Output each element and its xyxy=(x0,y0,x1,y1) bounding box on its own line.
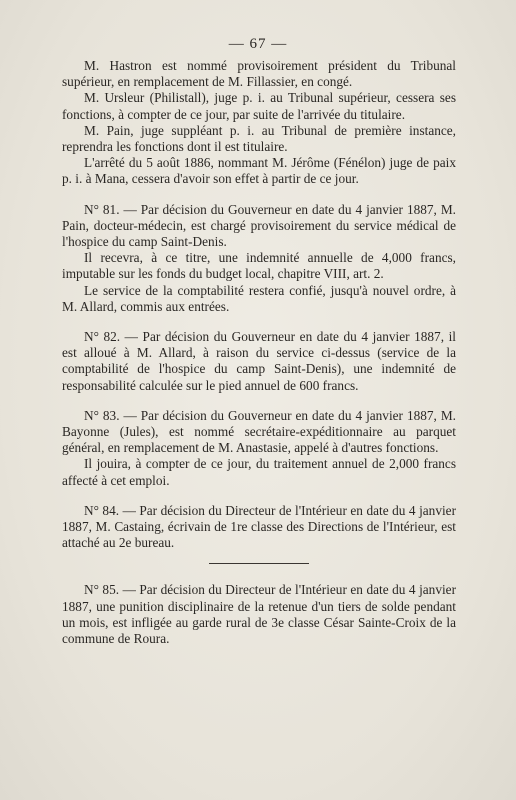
paragraph-pain-juge: M. Pain, juge suppléant p. i. au Tribunal de première instance, reprendra les fonctions dont il est titulaire. xyxy=(62,122,456,155)
paragraph-decision-85: N° 85. — Par décision du Directeur de l'Intérieur en date du 4 janvier 1887, une punition disciplinaire de la retenue d'un tiers de solde pendant un mois, est infligée au garde rural de 3e classe César Sainte-Croix de la commune de Roura. xyxy=(62,582,456,647)
paragraph-decision-82: N° 82. — Par décision du Gouverneur en date du 4 janvier 1887, il est alloué à M. Allard, à raison du service ci-dessus (service de la comptabilité de l'hospice du camp Saint-Denis), une indemnité de responsabilité calculée sur le pied annuel de 600 francs. xyxy=(62,329,456,393)
page-content xyxy=(62,58,456,647)
paragraph-decision-84: N° 84. — Par décision du Directeur de l'Intérieur en date du 4 janvier 1887, M. Castaing, écrivain de 1re classe des Directions de l'Intérieur, est attaché au 2e bureau. xyxy=(62,502,456,551)
spacer xyxy=(62,489,456,503)
paragraph-decision-83: N° 83. — Par décision du Gouverneur en date du 4 janvier 1887, M. Bayonne (Jules), est nommé secrétaire-expéditionnaire au parquet général, en remplacement de M. Anastasie, appelé à d'autres fonctions. xyxy=(62,407,456,456)
paragraph-decision-81: N° 81. — Par décision du Gouverneur en date du 4 janvier 1887, M. Pain, docteur-médecin, est chargé provisoirement du service médical de l'hospice du camp Saint-Denis. xyxy=(62,201,456,250)
spacer xyxy=(62,188,456,202)
paragraph-traitement-83: Il jouira, à compter de ce jour, du traitement annuel de 2,000 francs affecté à cet emploi. xyxy=(62,456,456,488)
paragraph-arrete-jerome: L'arrêté du 5 août 1886, nommant M. Jérôme (Fénélon) juge de paix p. i. à Mana, cessera d'avoir son effet à partir de ce jour. xyxy=(62,155,456,187)
spacer xyxy=(62,315,456,329)
paragraph-ursleur: M. Ursleur (Philistall), juge p. i. au Tribunal supérieur, cessera ses fonctions, à compter de ce jour, par suite de l'arrivée du titulaire. xyxy=(62,90,456,122)
paragraph-comptabilite-81: Le service de la comptabilité restera confié, jusqu'à nouvel ordre, à M. Allard, commis aux entrées. xyxy=(62,282,456,314)
paragraph-indemnite-81: Il recevra, à ce titre, une indemnité annuelle de 4,000 francs, imputable sur les fonds du budget local, chapitre VIII, art. 2. xyxy=(62,250,456,282)
horizontal-divider xyxy=(209,563,309,564)
page-number: — 67 — xyxy=(228,36,288,52)
spacer xyxy=(62,394,456,408)
paragraph-hastron: M. Hastron est nommé provisoirement président du Tribunal supérieur, en remplacement de M. Fillassier, en congé. xyxy=(62,58,456,90)
